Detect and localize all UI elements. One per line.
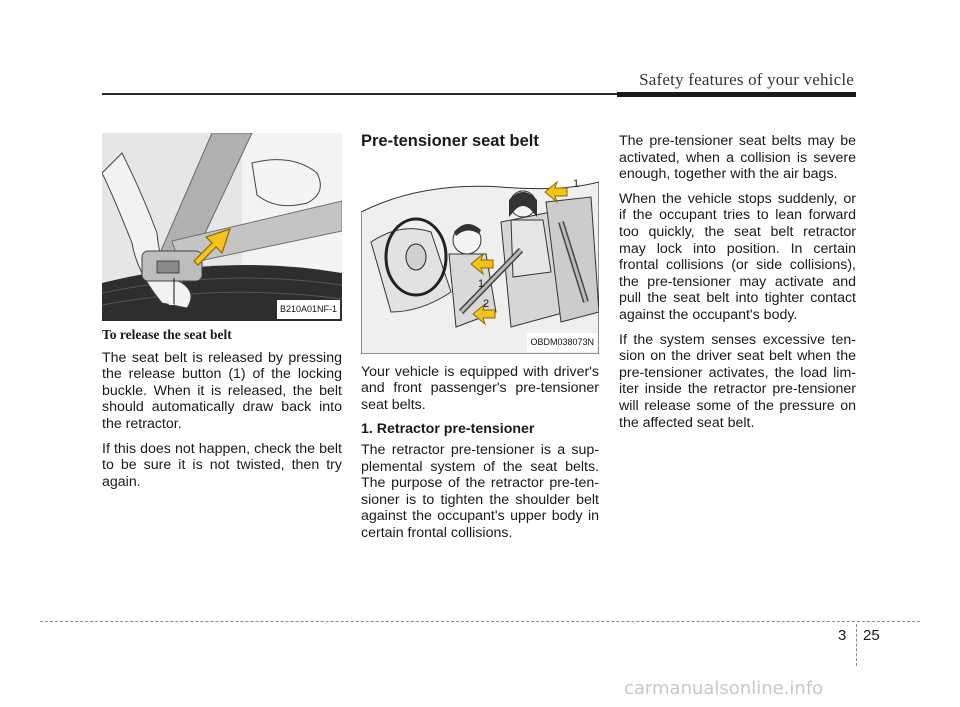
- body-paragraph: Your vehicle is equipped with driver's and front passenger's pre-tensioner seat belts.: [361, 363, 599, 413]
- section-heading: Pre-tensioner seat belt: [361, 132, 539, 150]
- running-header: Safety features of your vehicle: [639, 70, 854, 89]
- seat-belt-release-illustration: [102, 133, 342, 321]
- column-right: [619, 133, 856, 439]
- figure-callout: 1: [168, 294, 175, 308]
- pretensioner-illustration: [361, 162, 599, 354]
- figure-code: OBDM038073N: [527, 333, 597, 352]
- body-paragraph: If the system senses excessive ten-sion on the driver seat belt when the pre-tensioner activates, the load lim-iter inside the retractor pre-tensioner will release some of the pressure on the affected seat belt.: [619, 331, 856, 431]
- figure-code: B210A01NF-1: [277, 300, 340, 319]
- figure-callout: 1: [478, 277, 485, 290]
- watermark: carmanualsonline.info: [624, 678, 824, 699]
- seat-belt-release-figure: [102, 133, 342, 321]
- figure-callout: 1: [573, 177, 580, 190]
- page-number: 25: [863, 627, 880, 644]
- sub-heading: 1. Retractor pre-tensioner: [361, 421, 535, 438]
- column-middle: [361, 133, 599, 550]
- column-left: [102, 133, 342, 498]
- pretensioner-figure: [361, 162, 599, 354]
- page-number-divider: [856, 624, 857, 666]
- body-paragraph: The retractor pre-tensioner is a sup-plemental system of the seat belts. The purpose of the retractor pre-ten-sioner is to tighten the shoulder belt against the occupant's upper body in certain frontal collisions.: [361, 441, 599, 541]
- header-rule-accent: [617, 92, 856, 97]
- figure-caption: To release the seat belt: [102, 327, 232, 342]
- body-paragraph: When the vehicle stops suddenly, or if the occupant tries to lean forward too quickly, the seat belt retractor may lock into position. In certain frontal collisions (or side collisions), the pre-tensioner may activate and pull the seat belt into tighter contact against the occupant's body.: [619, 190, 856, 323]
- body-paragraph: The seat belt is released by pressing the release button (1) of the locking buckle. When it is released, the belt should automatically draw back into the retractor.: [102, 349, 342, 432]
- figure-callout: 2: [483, 297, 490, 310]
- footer-rule: [40, 621, 920, 622]
- body-paragraph: The pre-tensioner seat belts may be activated, when a collision is severe enough, together with the air bags.: [619, 133, 856, 183]
- body-paragraph: If this does not happen, check the belt to be sure it is not twisted, then try again.: [102, 440, 342, 490]
- chapter-number: 3: [838, 627, 847, 644]
